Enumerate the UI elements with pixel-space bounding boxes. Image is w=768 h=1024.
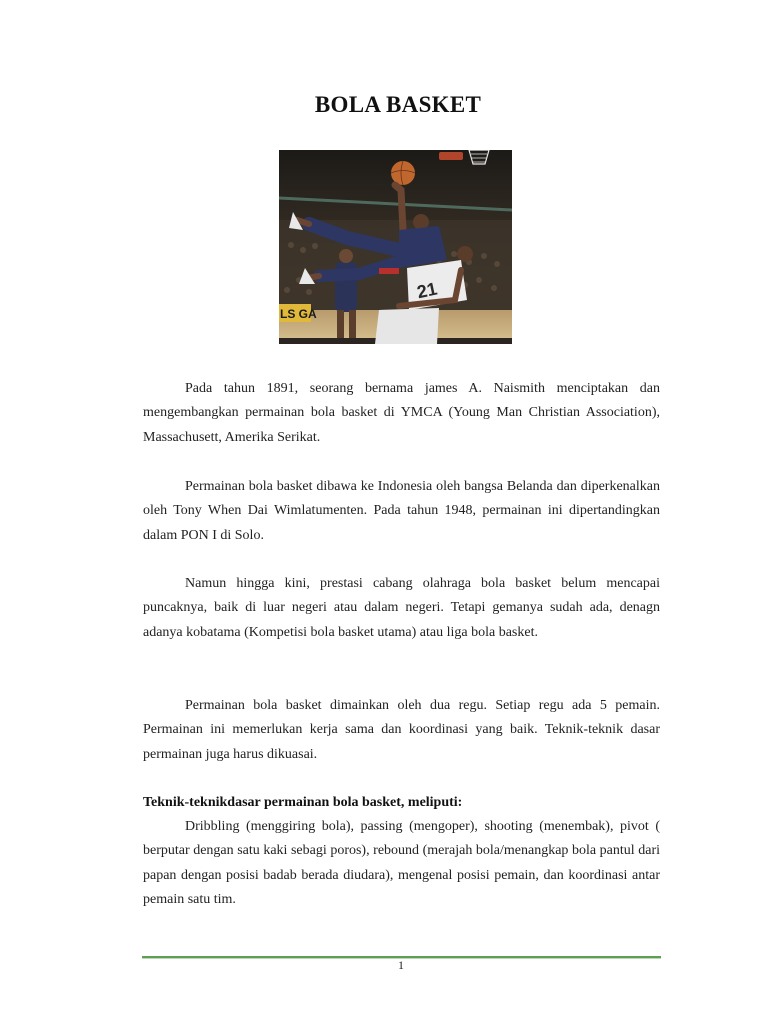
photo-illustration	[279, 150, 512, 344]
paragraph-game-rules: Permainan bola basket dimainkan oleh dua regu. Setiap regu ada 5 pemain. Permainan ini memerlukan kerja sama dan koordinasi yang baik. Teknik-teknik dasar permainan juga harus dikuasai.	[143, 698, 660, 762]
svg-text:21: 21	[415, 278, 439, 303]
paragraph-achievement: Namun hingga kini, prestasi cabang olahraga bola basket belum mencapai puncaknya, baik di luar negeri atau dalam negeri. Tetapi gemanya sudah ada, denagn adanya kobatama (Kompetisi bola basket utama) atau liga bola basket.	[143, 576, 660, 640]
paragraph-techniques: Dribbling (menggiring bola), passing (mengoper), shooting (menembak), pivot ( berputar dengan satu kaki sebagi poros), rebound (merajah bola/menangkap bola pantul dari papan dengan posisi badab berada diudara), mengenal posisi pemain, dan koordinasi antar pemain satu tim.	[143, 819, 660, 907]
section-heading-techniques: Teknik-teknikdasar permainan bola basket, meliputi:	[143, 795, 463, 810]
page-title: BOLA BASKET	[314, 92, 482, 117]
paragraph-history: Pada tahun 1891, seorang bernama james A. Naismith menciptakan dan mengembangkan permainan bola basket di YMCA (Young Man Christian Association), Massachusett, Amerika Serikat.	[143, 381, 660, 445]
basketball-photo	[279, 150, 512, 344]
svg-text:LS GA: LS GA	[280, 307, 317, 321]
page-number: 1	[398, 958, 404, 972]
paragraph-indonesia: Permainan bola basket dibawa ke Indonesia oleh bangsa Belanda dan diperkenalkan oleh Tony When Dai Wimlatumenten. Pada tahun 1948, permainan ini dipertandingkan dalam PON I di Solo.	[143, 479, 660, 543]
